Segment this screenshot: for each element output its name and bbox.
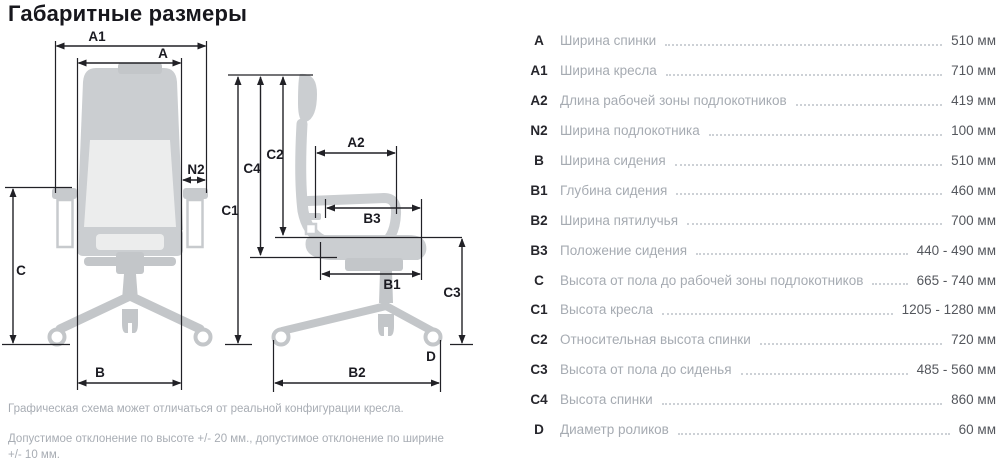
dimension-code: A2: [530, 93, 548, 109]
dim-label-b1: B1: [383, 277, 401, 292]
dimension-value: 700 мм: [951, 212, 996, 228]
dimension-value: 485 - 560 мм: [916, 362, 996, 378]
dimension-label: Диаметр роликов: [560, 422, 669, 438]
dimension-code: B: [534, 153, 544, 168]
page-title: Габаритные размеры: [8, 1, 248, 26]
dimension-label: Высота от пола до рабочей зоны подлокотников: [560, 272, 864, 288]
dimension-code: C4: [530, 392, 548, 408]
leader-dots: [662, 313, 892, 315]
table-row: [524, 235, 996, 265]
footnote-scheme: Графическая схема может отличаться от реальной конфигурации кресла.: [8, 403, 404, 415]
leader-dots: [741, 373, 908, 375]
dimension-value: 1205 - 1280 мм: [901, 302, 996, 318]
dimension-code: B2: [530, 212, 548, 228]
dimension-label: Ширина подлокотника: [560, 123, 700, 139]
side-view-chair: [274, 74, 441, 345]
dimension-value: 440 - 490 мм: [916, 242, 996, 258]
dimension-label: Ширина спинки: [560, 33, 657, 49]
leader-dots: [666, 74, 942, 76]
table-row: [524, 415, 996, 445]
table-row: [524, 86, 996, 116]
table-row: [524, 265, 996, 295]
dim-label-c: C: [16, 263, 26, 278]
dimension-label: Глубина сидения: [560, 182, 668, 198]
dim-label-d: D: [426, 349, 436, 364]
dimension-value: 665 - 740 мм: [916, 272, 996, 288]
table-row: [524, 56, 996, 86]
leader-dots: [760, 343, 942, 345]
leader-dots: [796, 104, 943, 106]
leader-dots: [696, 253, 908, 255]
dimension-code: A1: [530, 63, 548, 79]
dimension-value: 60 мм: [958, 422, 996, 438]
dimension-label: Положение сидения: [560, 242, 688, 258]
leader-dots: [662, 403, 943, 405]
front-view-chair: [50, 63, 211, 345]
dim-label-a1: A1: [88, 29, 106, 44]
dimension-value: 100 мм: [951, 123, 996, 139]
table-row: [524, 146, 996, 176]
leader-dots: [675, 164, 942, 166]
leader-dots: [676, 193, 942, 195]
dim-label-c4: C4: [243, 161, 261, 176]
leader-dots: [709, 134, 942, 136]
table-row: [524, 355, 996, 385]
dim-label-c3: C3: [443, 285, 461, 300]
dimension-code: D: [534, 422, 544, 438]
dimension-value: 510 мм: [951, 33, 996, 49]
dimension-label: Высота кресла: [560, 302, 654, 318]
table-row: [524, 116, 996, 146]
dimension-value: 419 мм: [951, 93, 996, 109]
dimension-value: 720 мм: [951, 332, 996, 348]
dimension-code: A: [534, 33, 544, 49]
dim-label-b2: B2: [348, 365, 366, 380]
dimension-label: Относительная высота спинки: [560, 332, 751, 348]
dim-label-a: A: [158, 46, 168, 61]
table-row: [524, 325, 996, 355]
dimension-code: B1: [530, 182, 548, 198]
table-row: [524, 175, 996, 205]
dimension-label: Ширина сидения: [560, 153, 666, 168]
chair-dimensions-diagram: [0, 28, 480, 400]
table-row: [524, 26, 996, 56]
dim-label-b: B: [95, 365, 105, 380]
dim-label-c1: C1: [221, 203, 239, 218]
dimension-value: 860 мм: [951, 392, 996, 408]
dimension-value: 460 мм: [951, 182, 996, 198]
dim-label-b3: B3: [363, 211, 381, 226]
dimension-value: 710 мм: [951, 63, 996, 79]
leader-dots: [872, 283, 907, 285]
dimension-label: Ширина пятилучья: [560, 212, 679, 228]
dimension-code: C2: [530, 332, 548, 348]
dimension-label: Длина рабочей зоны подлокотников: [560, 93, 787, 109]
dimension-code: C: [534, 272, 544, 288]
dim-label-c2: C2: [266, 147, 284, 162]
dimension-label: Высота спинки: [560, 392, 653, 408]
dimension-label: Высота от пола до сиденья: [560, 362, 732, 378]
dimension-label: Ширина кресла: [560, 63, 657, 79]
footnotes: [8, 401, 460, 463]
dim-label-a2: A2: [347, 135, 365, 150]
dim-label-n2: N2: [187, 162, 205, 177]
leader-dots: [678, 433, 950, 435]
table-row: [524, 205, 996, 235]
dimension-code: N2: [530, 123, 548, 139]
dimension-code: C1: [530, 302, 548, 318]
leader-dots: [665, 44, 942, 46]
table-row: [524, 295, 996, 325]
table-row: [524, 385, 996, 415]
dimension-code: C3: [530, 362, 548, 378]
dimension-code: B3: [530, 242, 548, 258]
dimensions-table: [524, 26, 996, 444]
footnote-tolerance: Допустимое отклонение по высоте +/- 20 мм., допустимое отклонение по ширине +/- 10 мм.: [8, 433, 444, 462]
leader-dots: [687, 223, 942, 225]
dimension-value: 510 мм: [951, 153, 996, 168]
